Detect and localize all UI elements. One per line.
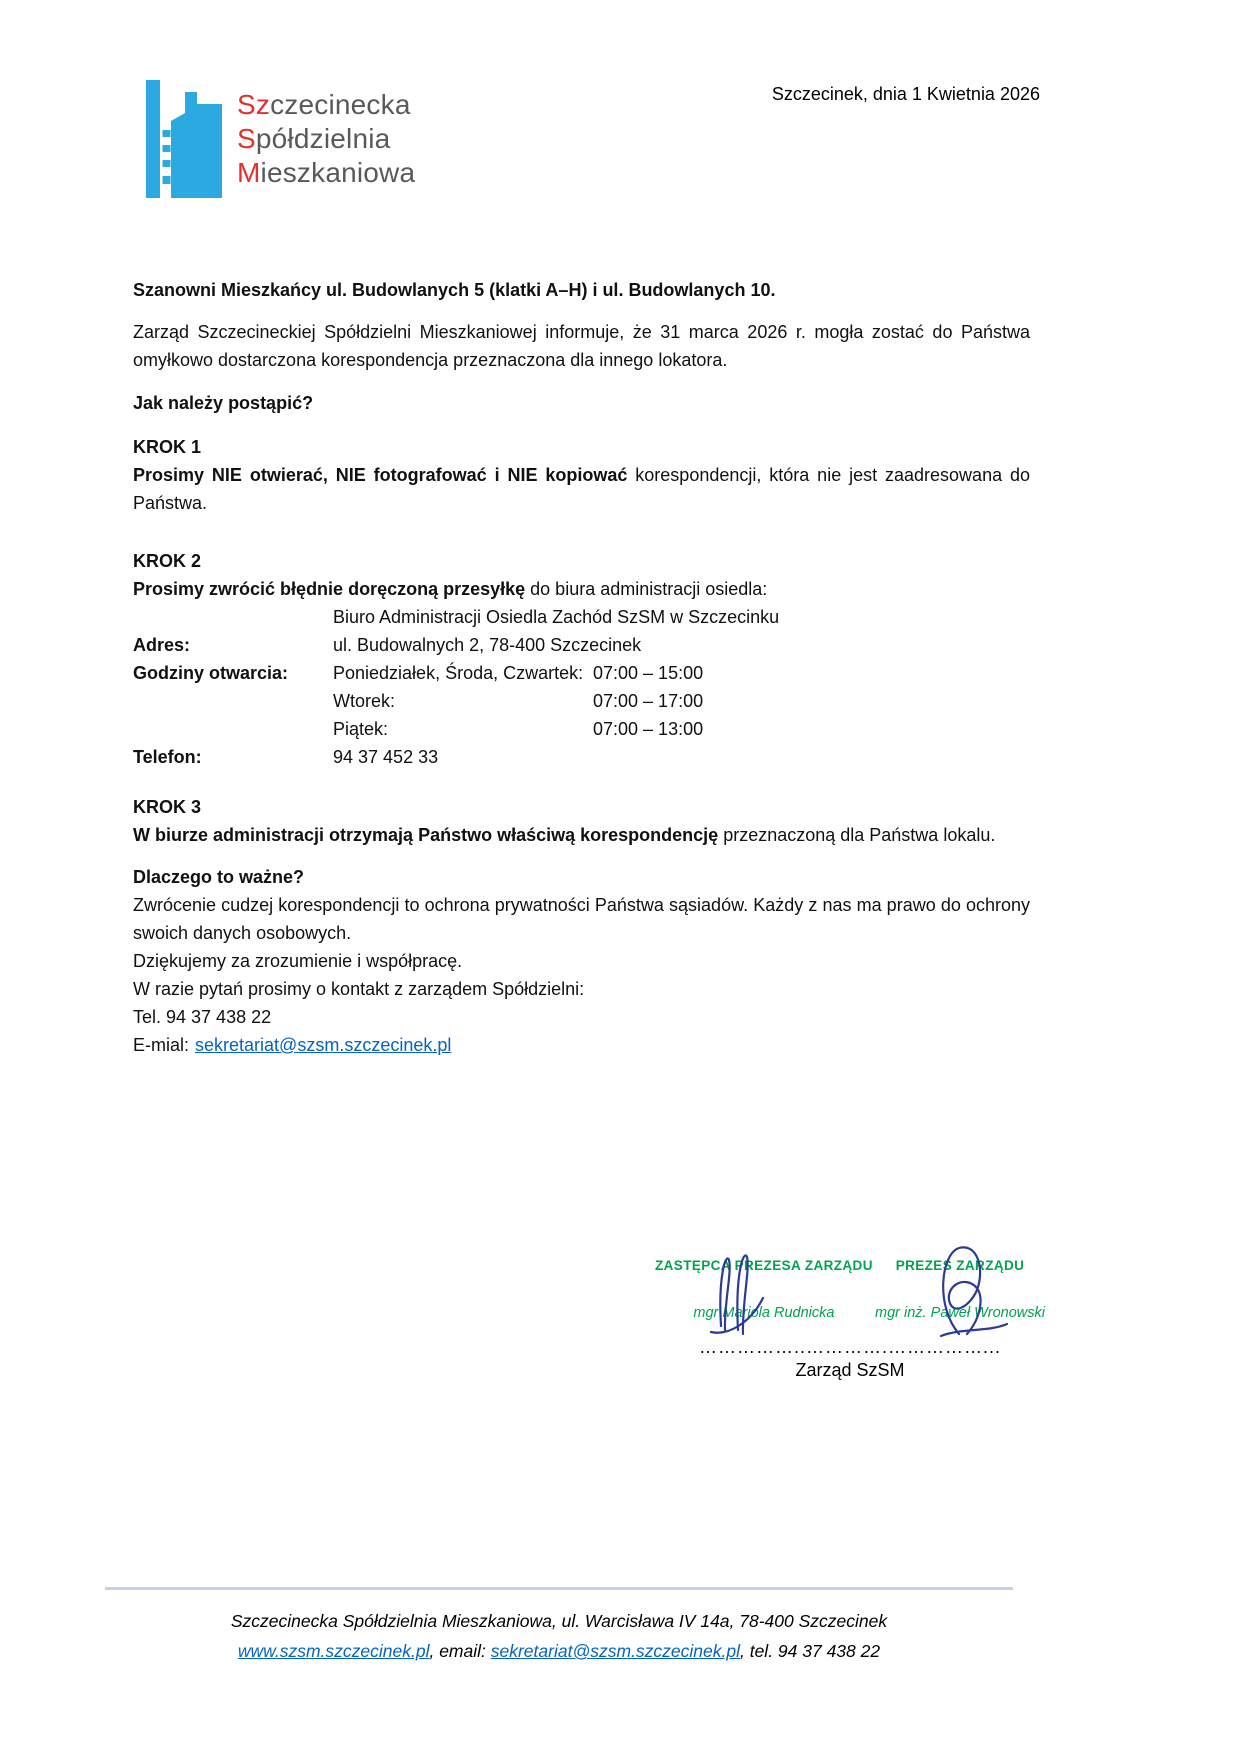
president-stamp-title: PREZES ZARZĄDU bbox=[895, 1258, 1025, 1273]
thanks-line: Dziękujemy za zrozumienie i współpracę. bbox=[133, 951, 463, 971]
hours-days: Wtorek: bbox=[333, 691, 396, 711]
hours-time: 07:00 – 13:00 bbox=[593, 719, 704, 739]
hours-label: Godziny otwarcia: bbox=[133, 663, 289, 683]
krok-2-paragraph: Prosimy zwrócić błędnie doręczoną przesyłkę do biura administracji osiedla: bbox=[133, 579, 768, 599]
signature-dotted-line: ……………..………….……………... bbox=[698, 1337, 1001, 1357]
office-address: ul. Budowalnych 2, 78-400 Szczecinek bbox=[333, 635, 642, 655]
vice-president-stamp-title: ZASTĘPCA PREZESA ZARZĄDU bbox=[655, 1258, 873, 1273]
footer-contact-line: www.szsm.szczecinek.pl, email: sekretariat@szsm.szczecinek.pl, tel. 94 37 438 22 bbox=[237, 1641, 881, 1661]
date-line: Szczecinek, dnia 1 Kwietnia 2026 bbox=[771, 84, 1040, 104]
krok-1-paragraph: Prosimy NIE otwierać, NIE fotografować i NIE kopiować korespondencji, która nie jest zaadresowana do Państwa. bbox=[133, 465, 1031, 513]
why-body: Zwrócenie cudzej korespondencji to ochrona prywatności Państwa sąsiadów. Każdy z nas ma prawo do ochrony swoich danych osobowych. bbox=[133, 895, 1030, 943]
vice-president-stamp-name: mgr Mariola Rudnicka bbox=[693, 1305, 835, 1321]
phone-line: Tel. 94 37 438 22 bbox=[133, 1007, 272, 1027]
hours-time: 07:00 – 17:00 bbox=[593, 691, 704, 711]
krok-3-heading: KROK 3 bbox=[133, 797, 202, 817]
question-heading: Jak należy postąpić? bbox=[133, 393, 314, 413]
salutation: Szanowni Mieszkańcy ul. Budowlanych 5 (klatki A–H) i ul. Budowlanych 10. bbox=[133, 280, 776, 300]
intro-paragraph: Zarząd Szczecineckiej Spółdzielni Mieszkaniowej informuje, że 31 marca 2026 r. mogła zostać do Państwa omyłkowo dostarczona korespondencja przeznaczona dla innego lokatora. bbox=[133, 322, 1030, 370]
office-name: Biuro Administracji Osiedla Zachód SzSM w Szczecinku bbox=[333, 607, 780, 627]
hours-days: Piątek: bbox=[333, 719, 389, 739]
krok-2-section bbox=[133, 547, 1030, 771]
address-label: Adres: bbox=[133, 635, 191, 655]
logo-line-2: Spółdzielnia bbox=[237, 123, 391, 154]
signature-block bbox=[655, 1258, 1045, 1381]
signature-caption: Zarząd SzSM bbox=[795, 1360, 905, 1380]
krok-1-heading: KROK 1 bbox=[133, 437, 202, 457]
president-stamp-name: mgr inż. Paweł Wronowski bbox=[874, 1305, 1045, 1321]
krok-3-section bbox=[133, 793, 1030, 849]
letter-body bbox=[133, 276, 1030, 1059]
logo bbox=[146, 80, 415, 198]
why-section bbox=[133, 863, 1030, 1059]
vice-president-stamp bbox=[655, 1258, 873, 1321]
footer-website-link[interactable]: www.szsm.szczecinek.pl bbox=[237, 1641, 430, 1661]
footer-address-line: Szczecinecka Spółdzielnia Mieszkaniowa, ul. Warcisława IV 14a, 78-400 Szczecinek bbox=[230, 1611, 888, 1631]
office-info-table bbox=[133, 603, 1030, 771]
contact-line: W razie pytań prosimy o kontakt z zarządem Spółdzielni: bbox=[133, 979, 585, 999]
president-stamp bbox=[875, 1258, 1045, 1321]
krok-1-section bbox=[133, 433, 1030, 517]
hours-time: 07:00 – 15:00 bbox=[593, 663, 704, 683]
phone-label: Telefon: bbox=[133, 747, 202, 767]
footer-email-link[interactable]: sekretariat@szsm.szczecinek.pl bbox=[490, 1641, 740, 1661]
hours-days: Poniedziałek, Środa, Czwartek: bbox=[333, 663, 584, 683]
why-heading: Dlaczego to ważne? bbox=[133, 867, 305, 887]
page-footer bbox=[105, 1587, 1013, 1666]
logo-wordmark bbox=[237, 88, 415, 190]
krok-2-heading: KROK 2 bbox=[133, 551, 202, 571]
logo-line-3: Mieszkaniowa bbox=[237, 157, 416, 188]
logo-line-1: Szczecinecka bbox=[237, 89, 411, 120]
email-line: E-mial: sekretariat@szsm.szczecinek.pl bbox=[133, 1035, 452, 1055]
krok-3-paragraph: W biurze administracji otrzymają Państwo właściwą korespondencję przeznaczoną dla Państwa lokalu. bbox=[133, 825, 996, 845]
email-link[interactable]: sekretariat@szsm.szczecinek.pl bbox=[195, 1035, 452, 1055]
building-icon bbox=[146, 80, 222, 198]
office-phone: 94 37 452 33 bbox=[333, 747, 439, 767]
